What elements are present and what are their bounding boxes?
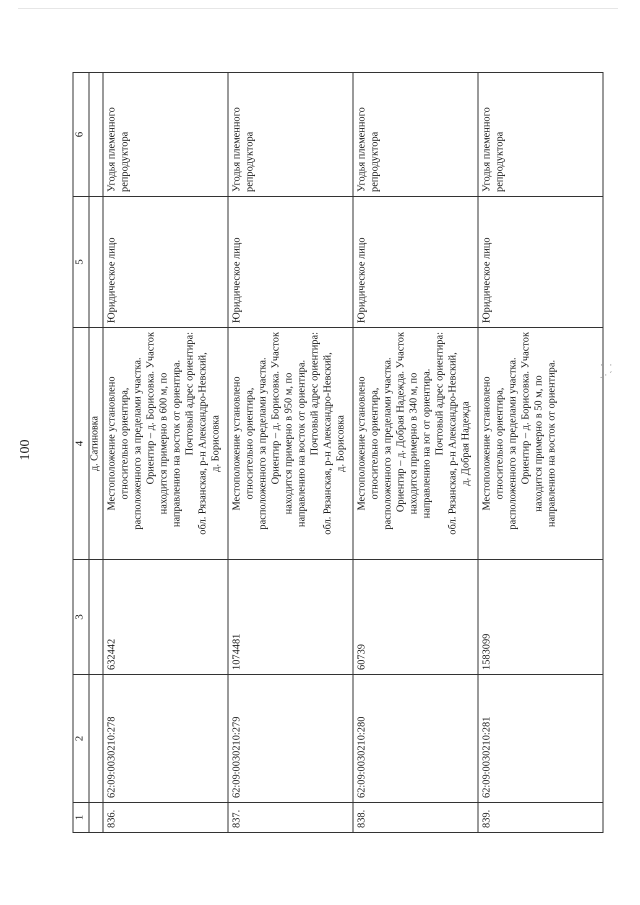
row-number: 839. [478,802,603,832]
location-line: Почтовый адрес ориентира: [184,331,196,455]
column-header: 5 [73,196,89,327]
row-number: 838. [353,802,478,832]
table-row [353,72,478,832]
owner-type: Юридическое лицо [478,196,603,327]
location-line: находится примерно в 950 м, по [283,372,295,514]
plot-area: 632442 [103,559,228,674]
location-line: относительно ориентира, [119,387,131,499]
location-line: д. Борисовка [335,414,347,472]
location-line: находится примерно в 50 м, по [533,374,545,512]
location-description [478,327,603,559]
location-line: расположенного за пределами участка. [257,356,269,530]
rotated-page-content [73,73,588,833]
cadastral-number: 62:09:0030210:280 [353,674,478,802]
location-line: расположенного за пределами участка. [507,356,519,530]
location-line: Почтовый адрес ориентира: [434,331,446,455]
column-header: 4 [73,327,89,559]
cadastral-number: 62:09:0030210:281 [478,674,603,802]
continuation-text: д. Сатиновка [89,327,103,559]
cadastral-number: 62:09:0030210:279 [228,674,353,802]
location-description [103,327,228,559]
cadastral-number: 62:09:0030210:278 [103,674,228,802]
continuation-row [89,72,103,832]
table-row [478,72,603,832]
location-line: относительно ориентира, [244,387,256,499]
location-line: направлению на восток от ориентира. [546,359,558,527]
plot-area: 1074481 [228,559,353,674]
location-line: Ориентир – д. Борисовка. Участок [520,331,532,484]
location-line: обл. Рязанская, р-н Александро-Невский, [197,351,209,535]
column-header: 3 [73,559,89,674]
location-description [228,327,353,559]
owner-type: Юридическое лицо [228,196,353,327]
column-header: 1 [73,802,89,832]
table-row [103,72,228,832]
land-plots-table [73,72,604,833]
page-number: 100 [18,439,33,461]
table-row [228,72,353,832]
column-header: 2 [73,674,89,802]
location-line: относительно ориентира, [369,387,381,499]
location-description [353,327,478,559]
scan-edge-line [18,8,618,9]
location-line: относительно ориентира, [494,387,506,499]
owner-type: Юридическое лицо [353,196,478,327]
plot-area: 1583099 [478,559,603,674]
scan-artifact: · · .·´ [600,360,615,380]
land-category: Угодья племенного репродуктора [353,72,478,196]
row-number: 837. [228,802,353,832]
table-header-row [73,72,89,832]
column-header: 6 [73,72,89,196]
location-line: направлению на восток от ориентира. [171,359,183,527]
location-line: д. Добрая Надежда [460,400,472,486]
location-line: обл. Рязанская, р-н Александро-Невский, [447,351,459,535]
land-category: Угодья племенного репродуктора [228,72,353,196]
location-line: направлению на восток от ориентира. [296,359,308,527]
location-line: Местоположение установлено [231,375,243,511]
row-number: 836. [103,802,228,832]
location-line: Местоположение установлено [356,375,368,511]
location-line: Ориентир – д. Добрая Надежда. Участок [395,331,407,512]
location-line: Почтовый адрес ориентира: [309,331,321,455]
location-line: д. Борисовка [210,414,222,472]
location-line: обл. Рязанская, р-н Александро-Невский, [322,351,334,535]
location-line: Ориентир – д. Борисовка. Участок [145,331,157,484]
location-line: Местоположение установлено [106,375,118,511]
location-line: Местоположение установлено [481,375,493,511]
location-line: расположенного за пределами участка. [382,356,394,530]
plot-area: 60739 [353,559,478,674]
location-line: находится примерно в 600 м, по [158,372,170,514]
location-line: Ориентир – д. Борисовка. Участок [270,331,282,484]
land-category: Угодья племенного репродуктора [103,72,228,196]
location-line: находится примерно в 340 м, по [408,372,420,514]
land-category: Угодья племенного репродуктора [478,72,603,196]
location-line: направлению на юг от ориентира. [421,368,433,518]
location-line: расположенного за пределами участка. [132,356,144,530]
owner-type: Юридическое лицо [103,196,228,327]
